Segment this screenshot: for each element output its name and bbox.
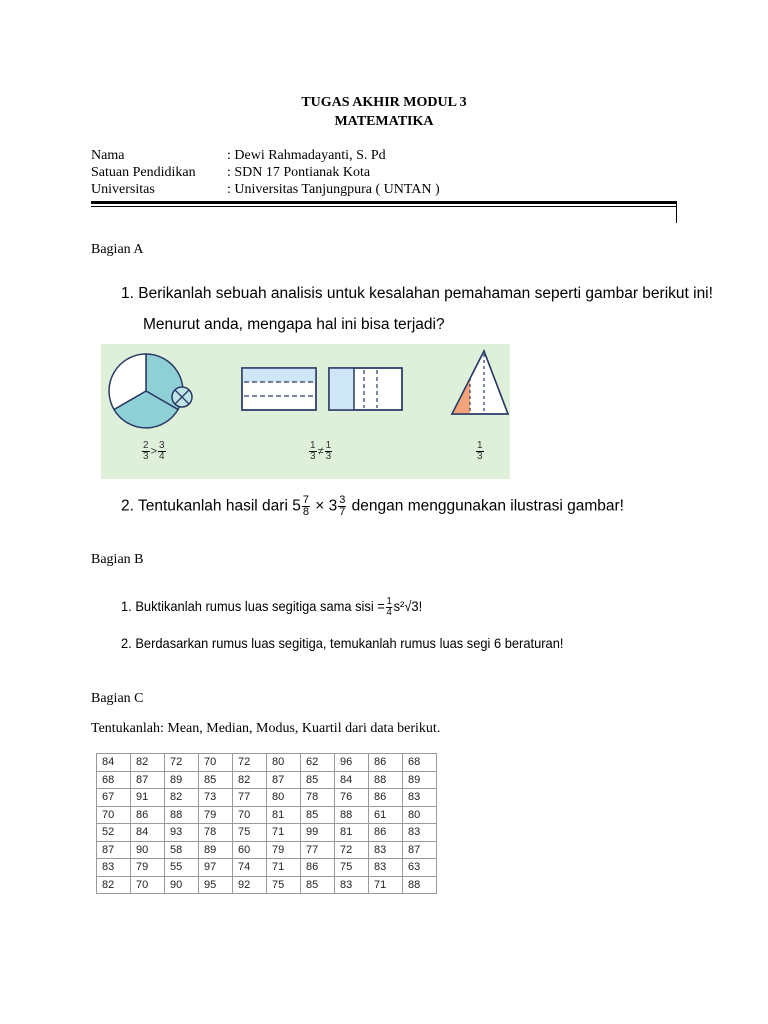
table-cell: 86 [369,789,403,807]
table-cell: 95 [199,876,233,894]
table-cell: 82 [165,789,199,807]
table-cell: 87 [97,841,131,859]
info-label: Satuan Pendidikan [91,165,196,180]
table-row [97,841,437,859]
info-value: : Universitas Tanjungpura ( UNTAN ) [227,182,440,197]
header-rule-tick [676,201,677,223]
table-cell: 88 [165,806,199,824]
table-cell: 75 [335,859,369,877]
table-cell: 83 [403,824,437,842]
table-cell: 74 [233,859,267,877]
table-cell: 91 [131,789,165,807]
table-row [97,806,437,824]
table-cell: 83 [403,789,437,807]
table-cell: 80 [403,806,437,824]
table-cell: 90 [165,876,199,894]
table-cell: 58 [165,841,199,859]
table-cell: 85 [199,771,233,789]
circle-quarters-figure [172,387,192,407]
triangle-thirds-figure [452,351,508,414]
table-cell: 79 [131,859,165,877]
table-cell: 83 [369,841,403,859]
section-a-q1-line2: Menurut anda, mengapa hal ini bisa terjadi? [143,316,445,333]
table-cell: 82 [233,771,267,789]
info-row-universitas [91,182,691,200]
table-cell: 79 [267,841,301,859]
table-cell: 81 [267,806,301,824]
table-cell: 87 [267,771,301,789]
table-cell: 84 [97,754,131,772]
table-cell: 86 [369,754,403,772]
doc-title: TUGAS AKHIR MODUL 3 [301,95,467,110]
table-cell: 60 [233,841,267,859]
circle-thirds-figure [109,354,183,428]
table-cell: 88 [369,771,403,789]
table-cell: 67 [97,789,131,807]
table-cell: 87 [403,841,437,859]
table-row [97,859,437,877]
table-cell: 83 [335,876,369,894]
table-cell: 82 [97,876,131,894]
table-cell: 79 [199,806,233,824]
table-cell: 90 [131,841,165,859]
table-cell: 96 [335,754,369,772]
table-cell: 86 [131,806,165,824]
table-cell: 85 [301,876,335,894]
table-cell: 85 [301,771,335,789]
table-cell: 77 [233,789,267,807]
table-cell: 70 [131,876,165,894]
table-cell: 93 [165,824,199,842]
section-c-instruction: Tentukanlah: Mean, Median, Modus, Kuartil dari data berikut. [91,721,441,736]
table-cell: 77 [301,841,335,859]
table-cell: 71 [267,859,301,877]
table-cell: 97 [199,859,233,877]
caption-two-thirds-vs-three-quarters: $\frac{2}{3}$ > $\frac{3}{4}$ [143,440,165,462]
table-cell: 78 [301,789,335,807]
info-value: : SDN 17 Pontianak Kota [227,165,371,180]
table-row [97,771,437,789]
table-cell: 76 [335,789,369,807]
table-cell: 88 [335,806,369,824]
info-row-nama [91,148,691,166]
rectangle-vertical-thirds-figure [329,368,402,410]
section-b-q2: 2. Berdasarkan rumus luas segitiga, temukanlah rumus luas segi 6 beraturan! [121,635,564,651]
section-b-heading: Bagian B [91,552,144,567]
table-cell: 86 [369,824,403,842]
table-cell: 88 [403,876,437,894]
section-b-q1: 1. Buktikanlah rumus luas segitiga sama sisi = $\frac{1}{4}$ s²√3! [121,596,423,618]
table-cell: 70 [97,806,131,824]
table-cell: 86 [301,859,335,877]
info-value: : Dewi Rahmadayanti, S. Pd [227,148,386,163]
table-cell: 75 [267,876,301,894]
table-cell: 89 [403,771,437,789]
table-cell: 92 [233,876,267,894]
table-cell: 80 [267,754,301,772]
table-cell: 71 [369,876,403,894]
table-cell: 83 [97,859,131,877]
section-c-heading: Bagian C [91,691,144,706]
table-cell: 72 [165,754,199,772]
header-rule-thick [91,201,677,204]
section-a-q2: 2. Tentukanlah hasil dari 5 $\frac{7}{8}$ × 3 $\frac{3}{7}$ dengan menggunakan ilustrasi gambar! [121,494,624,518]
table-cell: 89 [165,771,199,789]
table-cell: 52 [97,824,131,842]
table-cell: 73 [199,789,233,807]
table-cell: 82 [131,754,165,772]
table-row [97,876,437,894]
section-a-q1-line1: 1. Berikanlah sebuah analisis untuk kesalahan pemahaman seperti gambar berikut ini! [121,285,713,302]
table-cell: 55 [165,859,199,877]
table-cell: 81 [335,824,369,842]
table-cell: 80 [267,789,301,807]
table-cell: 68 [403,754,437,772]
doc-subtitle: MATEMATIKA [334,114,434,129]
table-cell: 71 [267,824,301,842]
table-cell: 83 [369,859,403,877]
table-cell: 84 [335,771,369,789]
table-cell: 89 [199,841,233,859]
table-cell: 75 [233,824,267,842]
table-cell: 72 [233,754,267,772]
table-cell: 72 [335,841,369,859]
table-cell: 99 [301,824,335,842]
table-row [97,789,437,807]
rectangle-horizontal-thirds-figure [242,368,316,410]
table-cell: 87 [131,771,165,789]
table-cell: 62 [301,754,335,772]
table-row [97,824,437,842]
table-row [97,754,437,772]
info-label: Universitas [91,182,155,197]
caption-one-third-not-equal: $\frac{1}{3}$ ≠ $\frac{1}{3}$ [310,440,332,462]
table-cell: 63 [403,859,437,877]
info-row-satuan [91,165,691,183]
header-rule-thin [91,206,677,207]
table-cell: 70 [199,754,233,772]
section-a-heading: Bagian A [91,242,144,257]
fraction-illustration [101,344,510,479]
table-cell: 61 [369,806,403,824]
table-cell: 85 [301,806,335,824]
caption-one-third: $\frac{1}{3}$ [477,440,483,462]
table-cell: 78 [199,824,233,842]
data-table [96,753,437,894]
table-cell: 68 [97,771,131,789]
info-label: Nama [91,148,125,163]
table-cell: 70 [233,806,267,824]
table-cell: 84 [131,824,165,842]
